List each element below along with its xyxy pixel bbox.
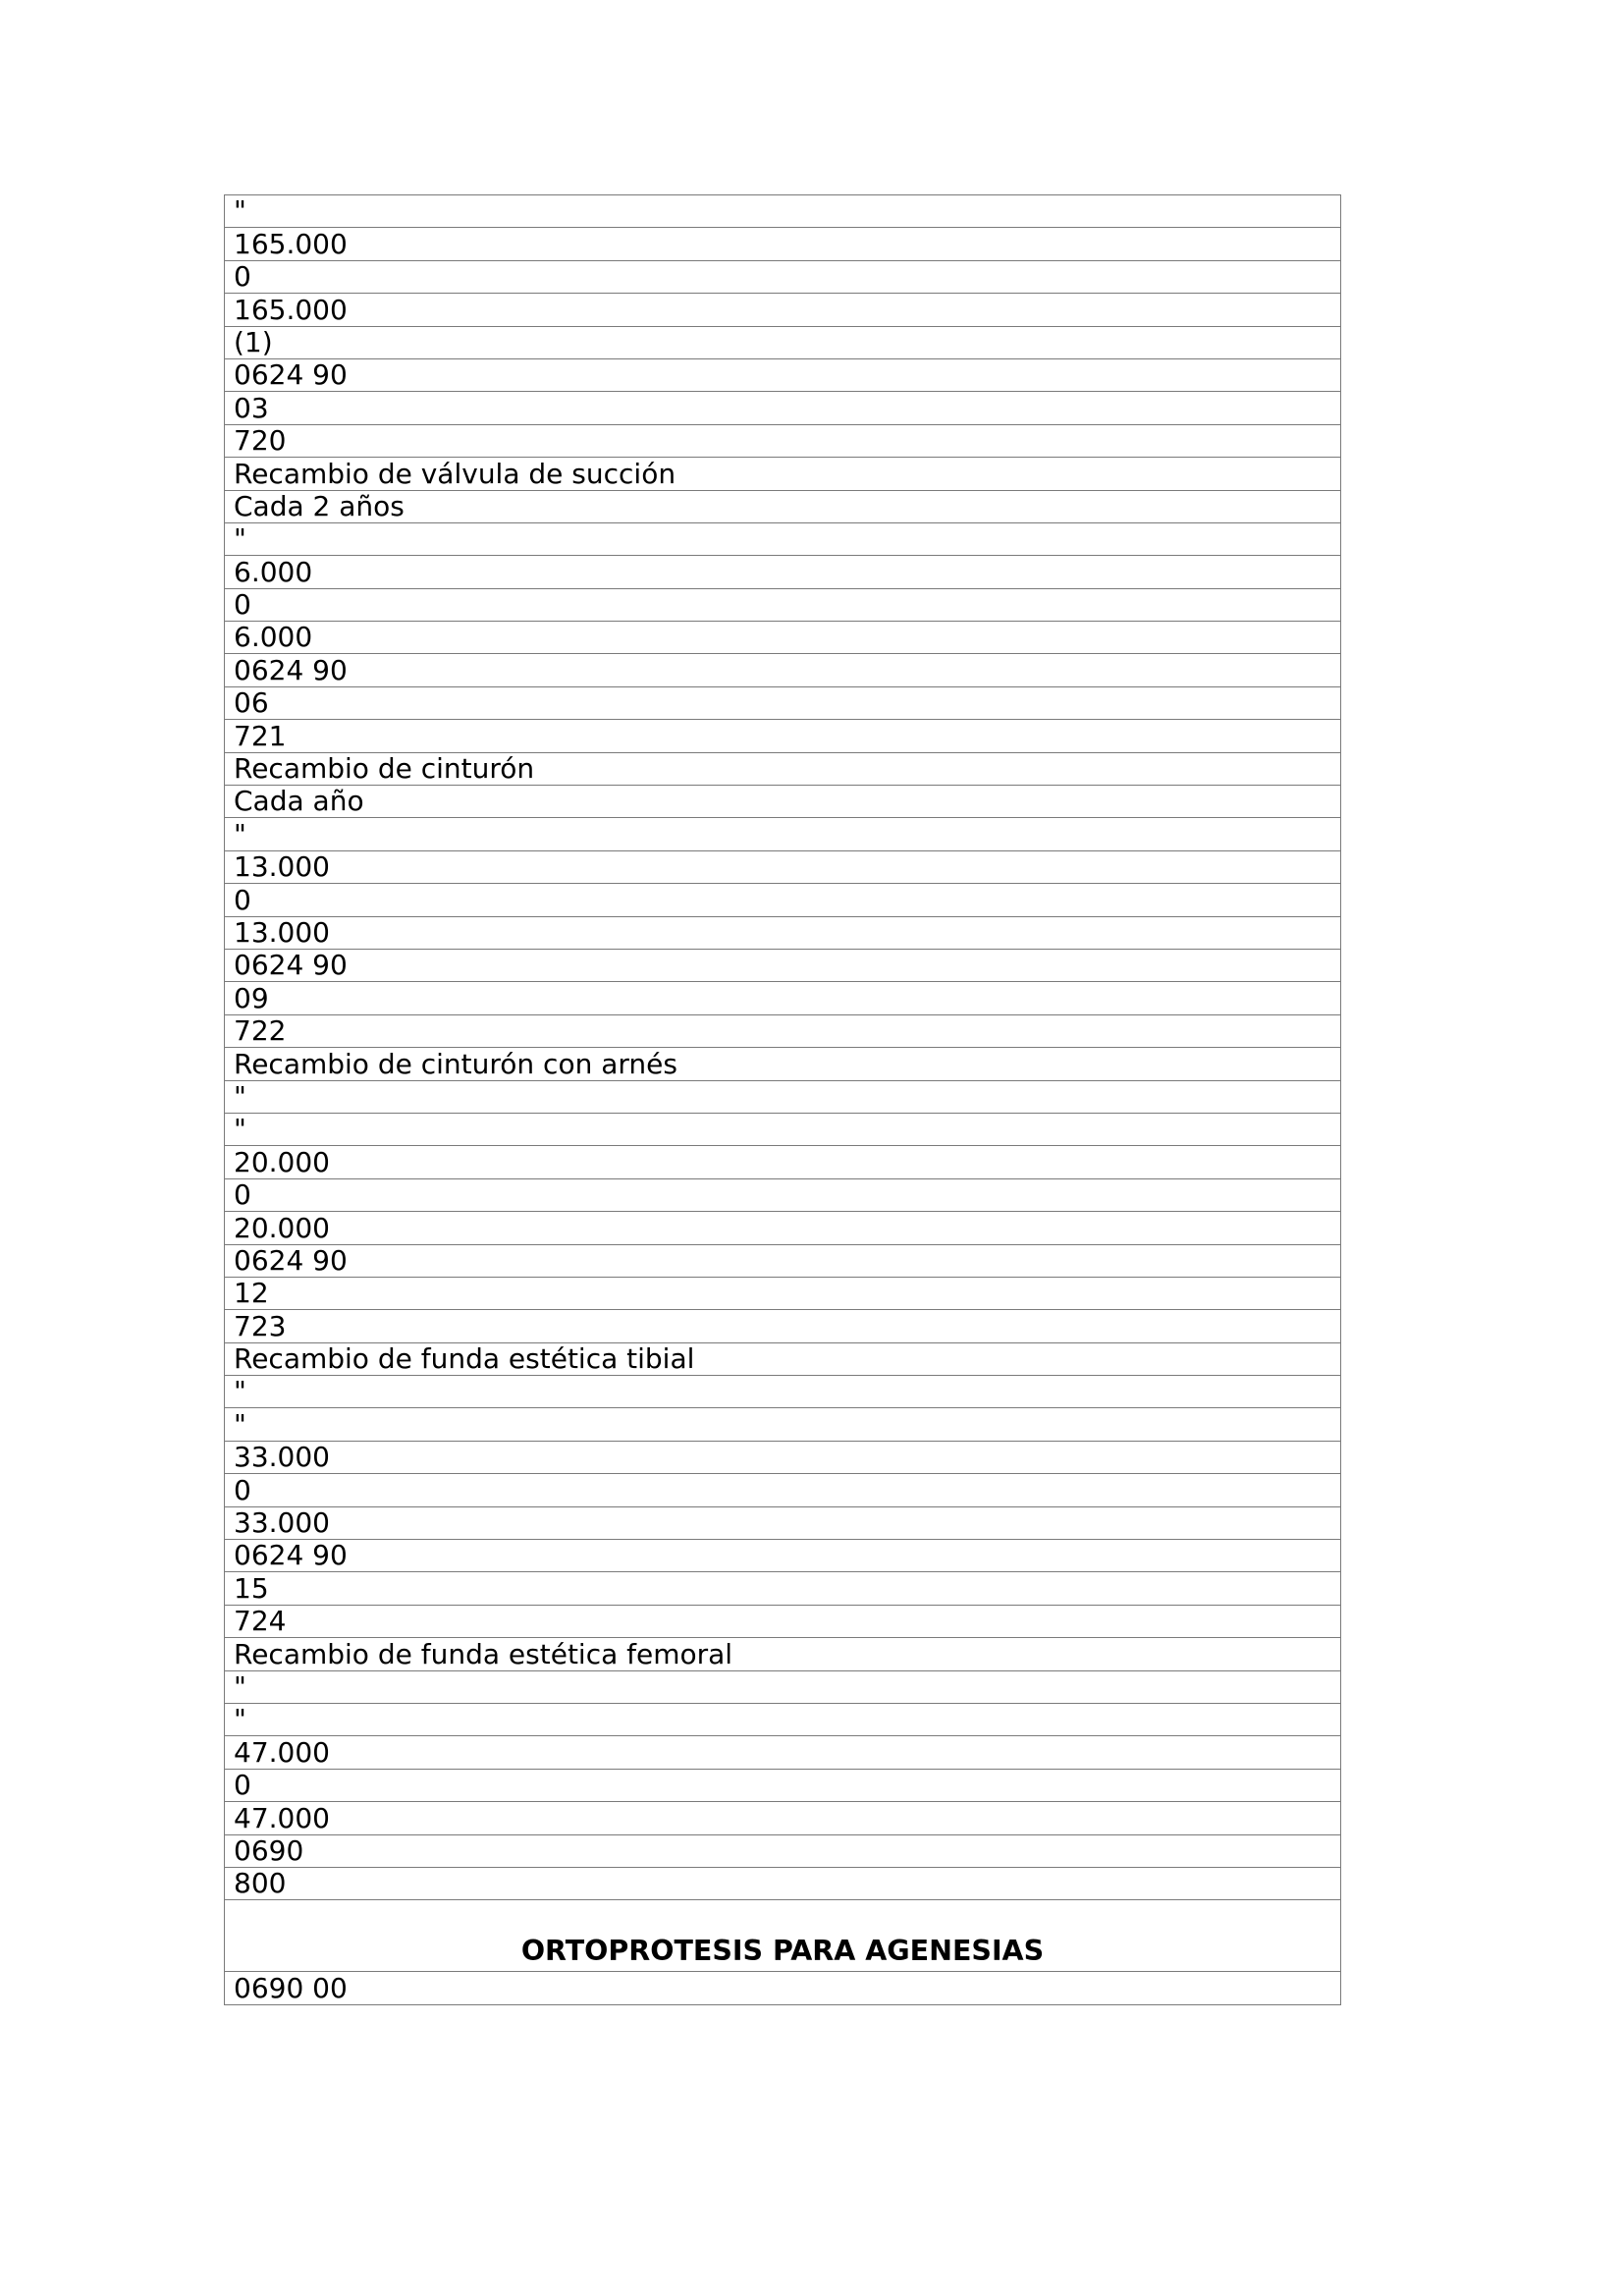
table-row [225,1474,1341,1506]
table-row [225,752,1341,785]
table-cell: " [225,818,1341,850]
table-row [225,1408,1341,1441]
table-row [225,424,1341,457]
table-cell: " [225,1703,1341,1735]
table-cell: 0 [225,1474,1341,1506]
table-row [225,1670,1341,1703]
table-row [225,1376,1341,1408]
table-row [225,1048,1341,1080]
table-row [225,1080,1341,1113]
table-cell: 720 [225,424,1341,457]
table-row [225,260,1341,293]
table-row [225,294,1341,326]
table-cell: 15 [225,1572,1341,1605]
table-row [225,1572,1341,1605]
table-row [225,1178,1341,1211]
table-cell: 0 [225,588,1341,621]
table-row [225,1605,1341,1637]
table-cell: 33.000 [225,1506,1341,1539]
table-row [225,949,1341,981]
table-cell: 0624 90 [225,1540,1341,1572]
table-cell: " [225,1408,1341,1441]
table-cell: 722 [225,1014,1341,1047]
table-cell: 03 [225,392,1341,424]
table-cell: 0624 90 [225,1244,1341,1277]
table-row [225,654,1341,686]
table-row [225,195,1341,228]
table-cell: " [225,1113,1341,1145]
table-row [225,884,1341,916]
table-cell: 6.000 [225,622,1341,654]
table-row [225,786,1341,818]
table-cell: 0 [225,884,1341,916]
table-cell: 0 [225,1769,1341,1801]
table-cell: 47.000 [225,1802,1341,1834]
document-table [224,194,1341,2005]
table-row [225,458,1341,490]
table-cell: 165.000 [225,294,1341,326]
table-row [225,1867,1341,1899]
table-cell: Recambio de funda estética femoral [225,1638,1341,1670]
table-cell: 33.000 [225,1441,1341,1473]
table-cell: 721 [225,720,1341,752]
table-row [225,392,1341,424]
table-row [225,1244,1341,1277]
table-cell: Cada 2 años [225,490,1341,522]
table-row [225,1212,1341,1244]
table-cell: " [225,522,1341,555]
table-row [225,1540,1341,1572]
table-row [225,490,1341,522]
table-row [225,1441,1341,1473]
table-row [225,818,1341,850]
table-body [225,195,1341,2005]
table-cell: 0690 00 [225,1972,1341,2004]
table-row [225,1638,1341,1670]
table-row [225,1802,1341,1834]
table-row [225,1972,1341,2004]
table-row [225,1113,1341,1145]
table-row [225,916,1341,949]
table-cell: Cada año [225,786,1341,818]
section-heading-row [225,1900,1341,1972]
table-cell: " [225,195,1341,228]
table-cell: 13.000 [225,916,1341,949]
table-cell: 0 [225,1178,1341,1211]
table-row [225,982,1341,1014]
table-row [225,1703,1341,1735]
table-row [225,588,1341,621]
table-cell: 0624 90 [225,654,1341,686]
table-row [225,522,1341,555]
table-row [225,326,1341,358]
table-cell: " [225,1670,1341,1703]
table-cell: 20.000 [225,1146,1341,1178]
table-row [225,1146,1341,1178]
table-row [225,1310,1341,1342]
table-cell: 13.000 [225,850,1341,883]
table-row [225,686,1341,719]
table-cell: Recambio de cinturón [225,752,1341,785]
table-cell: 09 [225,982,1341,1014]
table-row [225,228,1341,260]
table-row [225,1506,1341,1539]
table-cell: 0624 90 [225,949,1341,981]
table-row [225,850,1341,883]
table-cell: (1) [225,326,1341,358]
table-row [225,1769,1341,1801]
table-row [225,1342,1341,1375]
table-row [225,358,1341,391]
table-row [225,1736,1341,1769]
table-row [225,1277,1341,1309]
table-row [225,1014,1341,1047]
table-cell: 724 [225,1605,1341,1637]
table-cell: Recambio de cinturón con arnés [225,1048,1341,1080]
table-cell: " [225,1080,1341,1113]
table-cell: 20.000 [225,1212,1341,1244]
table-cell: 723 [225,1310,1341,1342]
table-row [225,720,1341,752]
table-cell: 6.000 [225,556,1341,588]
table-cell: 12 [225,1277,1341,1309]
table-cell: 0690 [225,1834,1341,1867]
section-heading: ORTOPROTESIS PARA AGENESIAS [225,1900,1341,1972]
table-row [225,556,1341,588]
table-cell: Recambio de válvula de succión [225,458,1341,490]
table-cell: 0624 90 [225,358,1341,391]
table-row [225,1834,1341,1867]
table-row [225,622,1341,654]
table-cell: 0 [225,260,1341,293]
table-cell: 06 [225,686,1341,719]
table-cell: Recambio de funda estética tibial [225,1342,1341,1375]
table-cell: 47.000 [225,1736,1341,1769]
table-cell: " [225,1376,1341,1408]
table-cell: 800 [225,1867,1341,1899]
table-cell: 165.000 [225,228,1341,260]
